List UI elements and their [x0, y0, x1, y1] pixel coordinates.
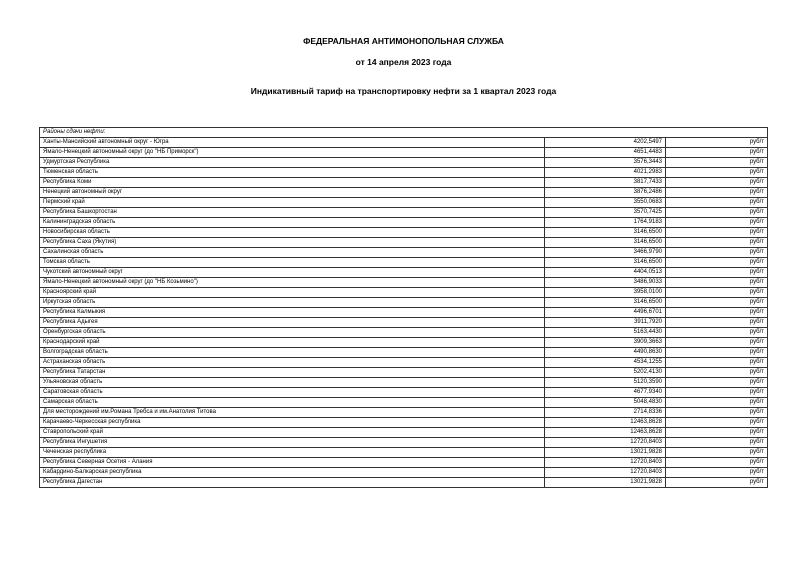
unit-cell: руб/т — [666, 458, 768, 468]
region-cell: Ставропольский край — [40, 428, 545, 438]
unit-cell: руб/т — [666, 278, 768, 288]
caption-row — [40, 128, 768, 138]
agency-title: ФЕДЕРАЛЬНАЯ АНТИМОНОПОЛЬНАЯ СЛУЖБА — [303, 36, 504, 46]
table-row — [40, 348, 768, 358]
value-cell: 13021,9828 — [545, 448, 666, 458]
unit-cell: руб/т — [666, 368, 768, 378]
unit-cell: руб/т — [666, 348, 768, 358]
unit-cell: руб/т — [666, 468, 768, 478]
table-row — [40, 408, 768, 418]
region-cell: Чеченская республика — [40, 448, 545, 458]
unit-cell: руб/т — [666, 198, 768, 208]
region-cell: Для месторождений им.Романа Требса и им.Анатолия Титова — [40, 408, 545, 418]
unit-cell: руб/т — [666, 158, 768, 168]
region-cell: Красноярский край — [40, 288, 545, 298]
region-cell: Калининградская область — [40, 218, 545, 228]
unit-cell: руб/т — [666, 418, 768, 428]
value-cell: 12463,8628 — [545, 428, 666, 438]
unit-cell: руб/т — [666, 318, 768, 328]
region-cell: Карачаево-Черкесская республика — [40, 418, 545, 428]
unit-cell: руб/т — [666, 258, 768, 268]
value-cell: 5163,4430 — [545, 328, 666, 338]
value-cell: 12463,8628 — [545, 418, 666, 428]
table-row — [40, 368, 768, 378]
table-row — [40, 458, 768, 468]
table-row — [40, 228, 768, 238]
region-cell: Оренбургская область — [40, 328, 545, 338]
document-date: от 14 апреля 2023 года — [355, 57, 452, 67]
unit-cell: руб/т — [666, 248, 768, 258]
document-title: Индикативный тариф на транспортировку нефти за 1 квартал 2023 года — [250, 86, 557, 96]
unit-cell: руб/т — [666, 378, 768, 388]
region-cell: Республика Адыгея — [40, 318, 545, 328]
value-cell: 3570,7425 — [545, 208, 666, 218]
table-row — [40, 268, 768, 278]
unit-cell: руб/т — [666, 338, 768, 348]
table-row — [40, 178, 768, 188]
region-cell: Ханты-Мансийский автономный округ - Югра — [40, 138, 545, 148]
value-cell: 3958,0100 — [545, 288, 666, 298]
unit-cell: руб/т — [666, 398, 768, 408]
value-cell: 5120,3590 — [545, 378, 666, 388]
value-cell: 1764,9183 — [545, 218, 666, 228]
value-cell: 4677,9340 — [545, 388, 666, 398]
unit-cell: руб/т — [666, 288, 768, 298]
region-cell: Чукотский автономный округ — [40, 268, 545, 278]
table-row — [40, 138, 768, 148]
value-cell: 5048,4830 — [545, 398, 666, 408]
table-row — [40, 258, 768, 268]
table-row — [40, 468, 768, 478]
region-cell: Волгоградская область — [40, 348, 545, 358]
table-row — [40, 418, 768, 428]
unit-cell: руб/т — [666, 388, 768, 398]
value-cell: 4496,6701 — [545, 308, 666, 318]
unit-cell: руб/т — [666, 308, 768, 318]
region-cell: Томская область — [40, 258, 545, 268]
region-cell: Кабардино-Балкарская республика — [40, 468, 545, 478]
region-cell: Республика Северная Осетия - Алания — [40, 458, 545, 468]
table-row — [40, 168, 768, 178]
region-cell: Республика Коми — [40, 178, 545, 188]
region-cell: Ямало-Ненецкий автономный округ (до "НБ Приморск") — [40, 148, 545, 158]
value-cell: 3146,6500 — [545, 298, 666, 308]
region-cell: Новосибирская область — [40, 228, 545, 238]
table-row — [40, 338, 768, 348]
table-row — [40, 308, 768, 318]
region-cell: Республика Калмыкия — [40, 308, 545, 318]
region-cell: Сахалинская область — [40, 248, 545, 258]
unit-cell: руб/т — [666, 408, 768, 418]
region-cell: Ямало-Ненецкий автономный округ (до "НБ Козьмино") — [40, 278, 545, 288]
value-cell: 12720,8403 — [545, 468, 666, 478]
table-row — [40, 478, 768, 488]
region-cell: Республика Дагестан — [40, 478, 545, 488]
table-row — [40, 278, 768, 288]
unit-cell: руб/т — [666, 228, 768, 238]
unit-cell: руб/т — [666, 298, 768, 308]
table-caption: Районы сдачи нефти: — [40, 128, 768, 138]
table-row — [40, 388, 768, 398]
table-row — [40, 208, 768, 218]
table-row — [40, 188, 768, 198]
unit-cell: руб/т — [666, 238, 768, 248]
region-cell: Пермский край — [40, 198, 545, 208]
table-row — [40, 158, 768, 168]
value-cell: 5202,4130 — [545, 368, 666, 378]
table-row — [40, 298, 768, 308]
unit-cell: руб/т — [666, 428, 768, 438]
value-cell: 3146,6500 — [545, 228, 666, 238]
table-row — [40, 358, 768, 368]
region-cell: Иркутская область — [40, 298, 545, 308]
value-cell: 3146,6500 — [545, 238, 666, 248]
region-cell: Самарская область — [40, 398, 545, 408]
region-cell: Ульяновская область — [40, 378, 545, 388]
table-row — [40, 218, 768, 228]
value-cell: 3876,2486 — [545, 188, 666, 198]
table-row — [40, 198, 768, 208]
region-cell: Ненецкий автономный округ — [40, 188, 545, 198]
value-cell: 3817,7433 — [545, 178, 666, 188]
region-cell: Краснодарский край — [40, 338, 545, 348]
table-row — [40, 248, 768, 258]
region-cell: Тюменская область — [40, 168, 545, 178]
value-cell: 3550,0683 — [545, 198, 666, 208]
tariff-table — [39, 127, 768, 488]
table-row — [40, 328, 768, 338]
region-cell: Республика Ингушетия — [40, 438, 545, 448]
value-cell: 3909,3663 — [545, 338, 666, 348]
value-cell: 3911,7920 — [545, 318, 666, 328]
tariff-table-body — [40, 128, 768, 488]
unit-cell: руб/т — [666, 188, 768, 198]
value-cell: 13021,9828 — [545, 478, 666, 488]
table-row — [40, 398, 768, 408]
table-row — [40, 378, 768, 388]
value-cell: 12720,8403 — [545, 458, 666, 468]
table-row — [40, 238, 768, 248]
unit-cell: руб/т — [666, 148, 768, 158]
table-row — [40, 318, 768, 328]
value-cell: 4202,5497 — [545, 138, 666, 148]
value-cell: 4490,8630 — [545, 348, 666, 358]
value-cell: 4651,4483 — [545, 148, 666, 158]
value-cell: 4534,1255 — [545, 358, 666, 368]
unit-cell: руб/т — [666, 438, 768, 448]
unit-cell: руб/т — [666, 168, 768, 178]
table-row — [40, 438, 768, 448]
unit-cell: руб/т — [666, 178, 768, 188]
unit-cell: руб/т — [666, 478, 768, 488]
table-row — [40, 448, 768, 458]
unit-cell: руб/т — [666, 208, 768, 218]
table-row — [40, 148, 768, 158]
unit-cell: руб/т — [666, 218, 768, 228]
region-cell: Астраханская область — [40, 358, 545, 368]
value-cell: 12720,8403 — [545, 438, 666, 448]
region-cell: Республика Башкортостан — [40, 208, 545, 218]
value-cell: 3466,9790 — [545, 248, 666, 258]
unit-cell: руб/т — [666, 138, 768, 148]
value-cell: 4404,0513 — [545, 268, 666, 278]
region-cell: Удмуртская Республика — [40, 158, 545, 168]
unit-cell: руб/т — [666, 448, 768, 458]
region-cell: Республика Татарстан — [40, 368, 545, 378]
region-cell: Республика Саха (Якутия) — [40, 238, 545, 248]
region-cell: Саратовская область — [40, 388, 545, 398]
value-cell: 3576,3443 — [545, 158, 666, 168]
unit-cell: руб/т — [666, 358, 768, 368]
unit-cell: руб/т — [666, 328, 768, 338]
table-row — [40, 428, 768, 438]
table-row — [40, 288, 768, 298]
value-cell: 2714,8336 — [545, 408, 666, 418]
value-cell: 4021,2983 — [545, 168, 666, 178]
value-cell: 3146,6500 — [545, 258, 666, 268]
value-cell: 3486,9033 — [545, 278, 666, 288]
unit-cell: руб/т — [666, 268, 768, 278]
